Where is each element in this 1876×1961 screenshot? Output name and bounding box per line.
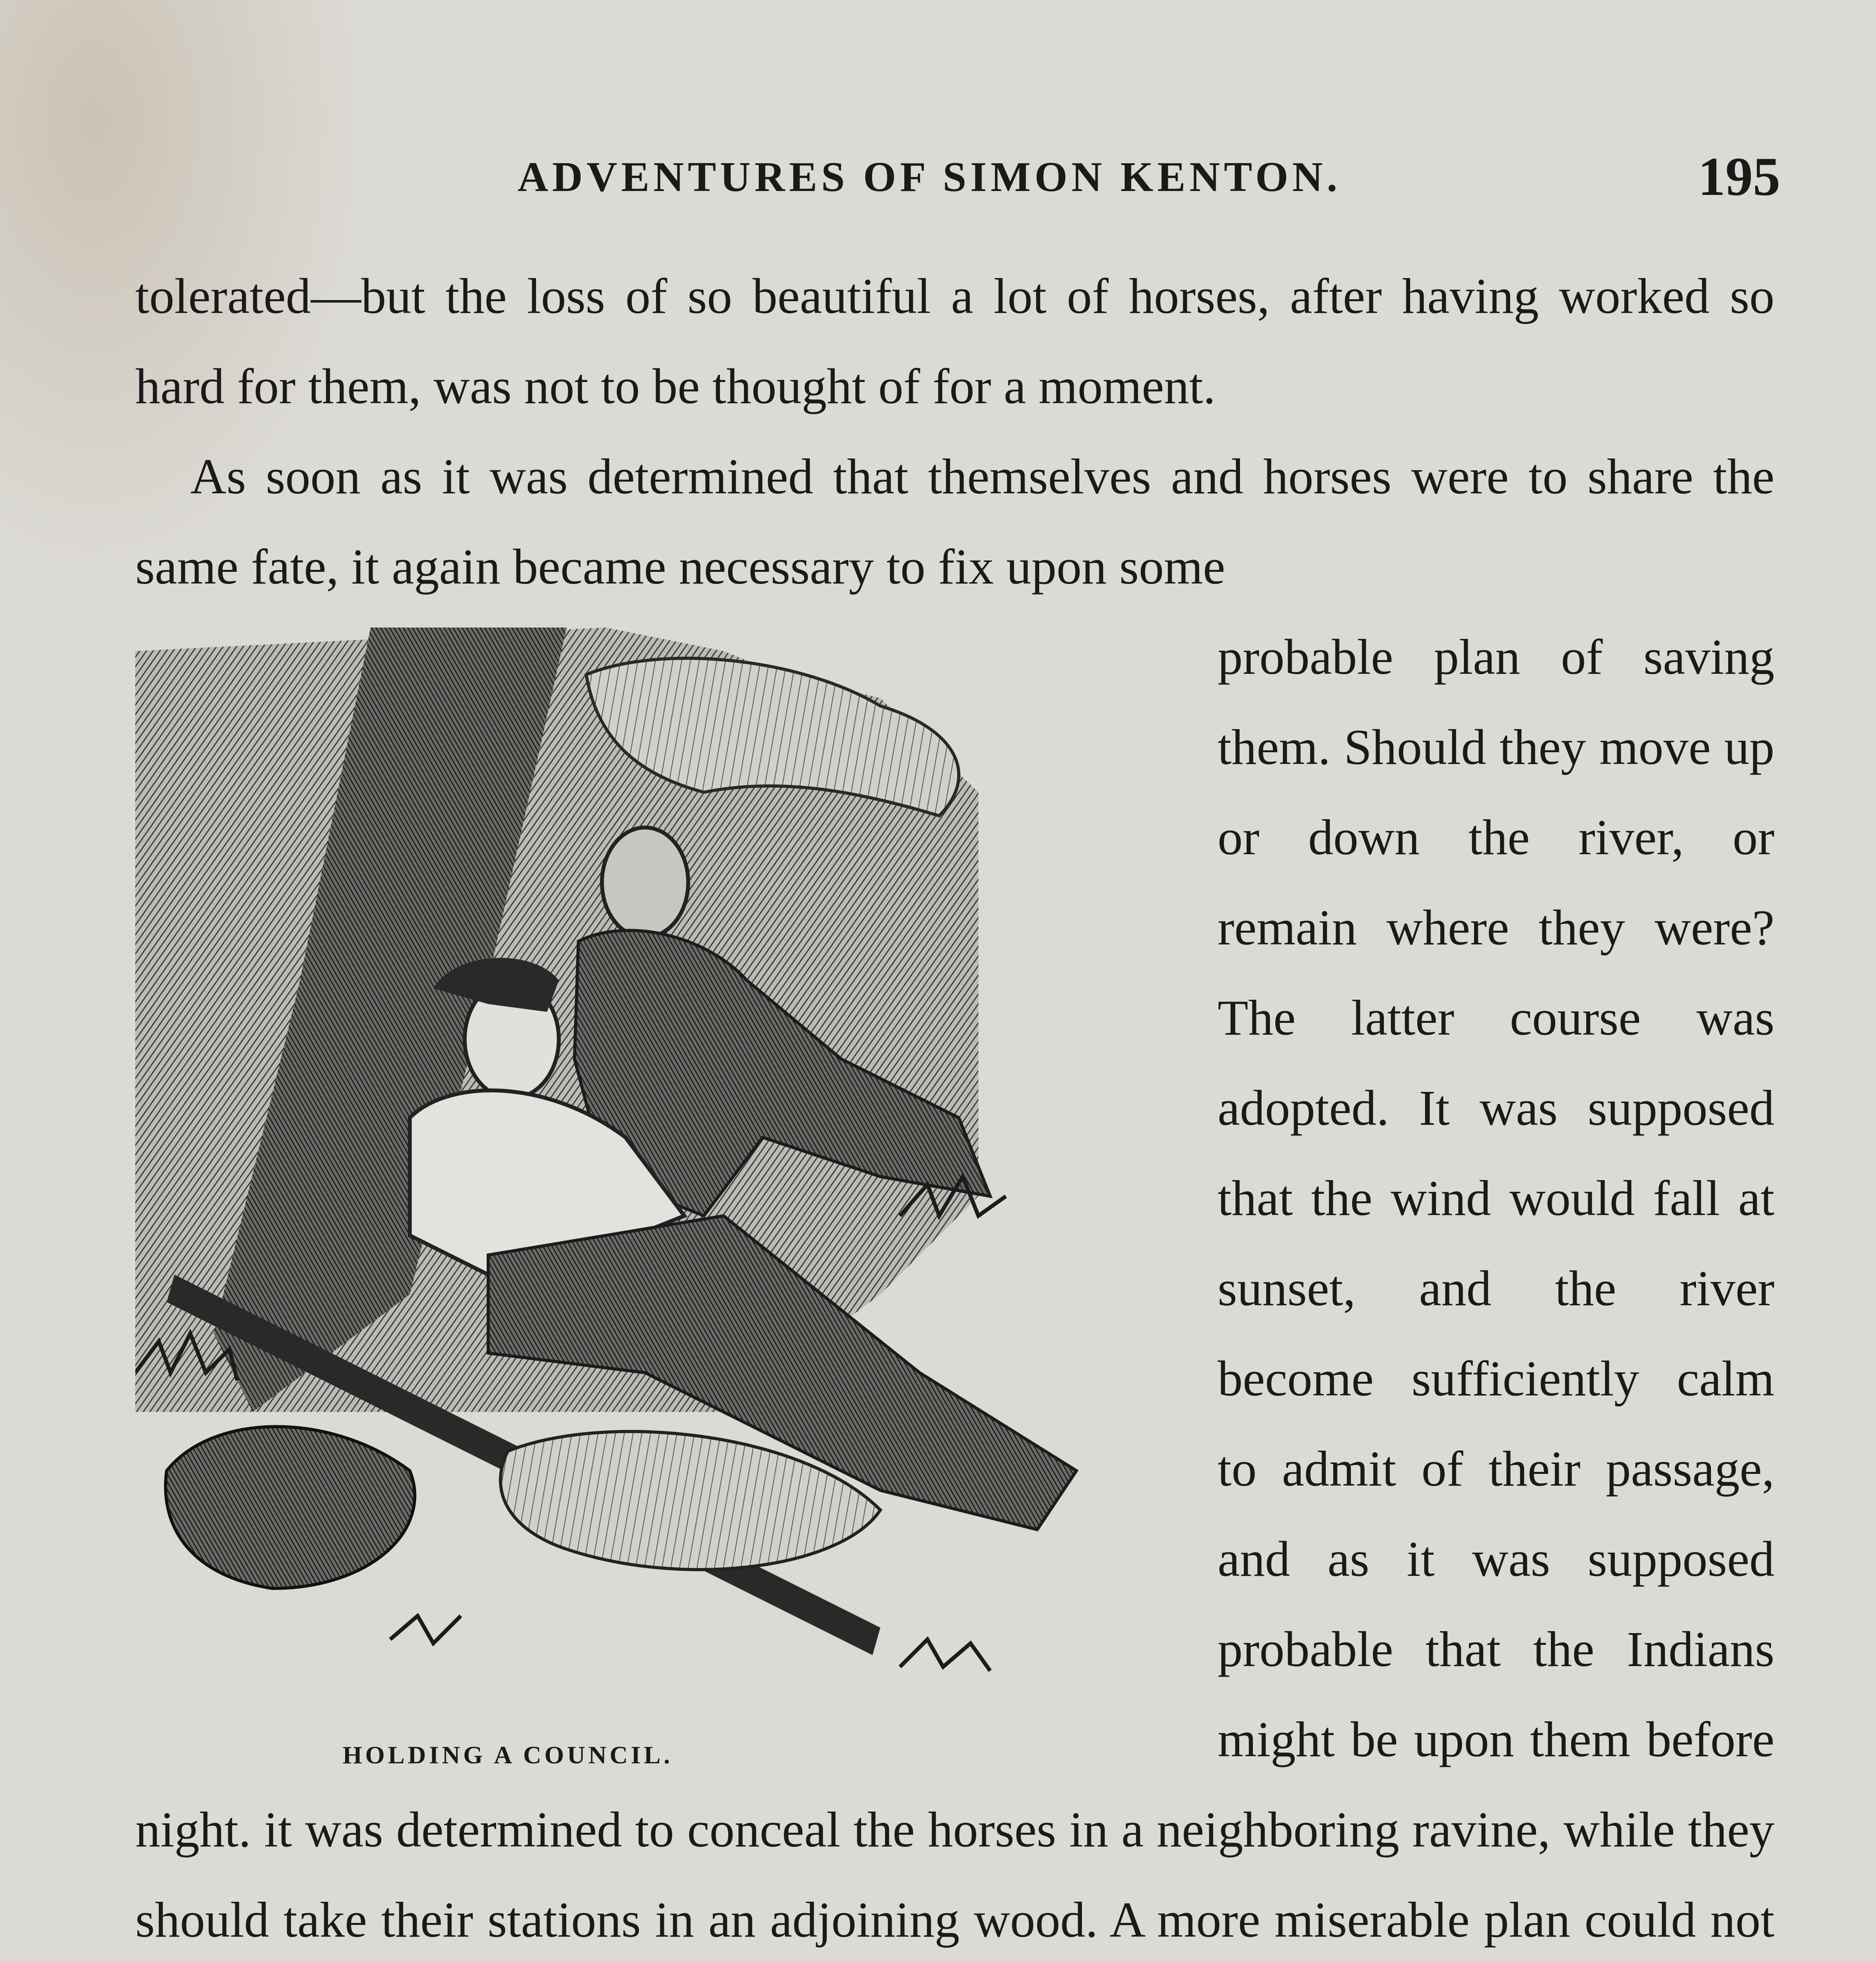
page-header	[518, 145, 1780, 216]
figure-caption: HOLDING A COUNCIL.	[342, 1741, 673, 1769]
page-number: 195	[1698, 146, 1780, 207]
body-text	[135, 251, 1774, 1961]
paragraph-2: As soon as it was determined that themselves and horses were to share the same fate, it again became necessary to fix upon some	[135, 449, 1774, 595]
engraving-illustration	[135, 628, 1178, 1686]
running-title: ADVENTURES OF SIMON KENTON.	[518, 154, 1342, 200]
illustration-figure	[135, 628, 1178, 1769]
paragraph-1: tolerated—but the loss of so beautiful a lot of horses, after having worked so hard for them, was not to be thought of for a moment.	[135, 268, 1774, 414]
paragraph-3: probable plan of saving them. Should they move up or down the river, or remain where they were? The latter course was adopted. It was supposed that the wind would fall at sunset, and the river become sufficiently calm to admit of their passage, and as it was supposed probable that the Indians might be upon them before night. it was determined to conceal the horses in a neighboring ravine, while they should take their stations in an adjoining wood. A more miserable plan could not	[135, 629, 1774, 1948]
